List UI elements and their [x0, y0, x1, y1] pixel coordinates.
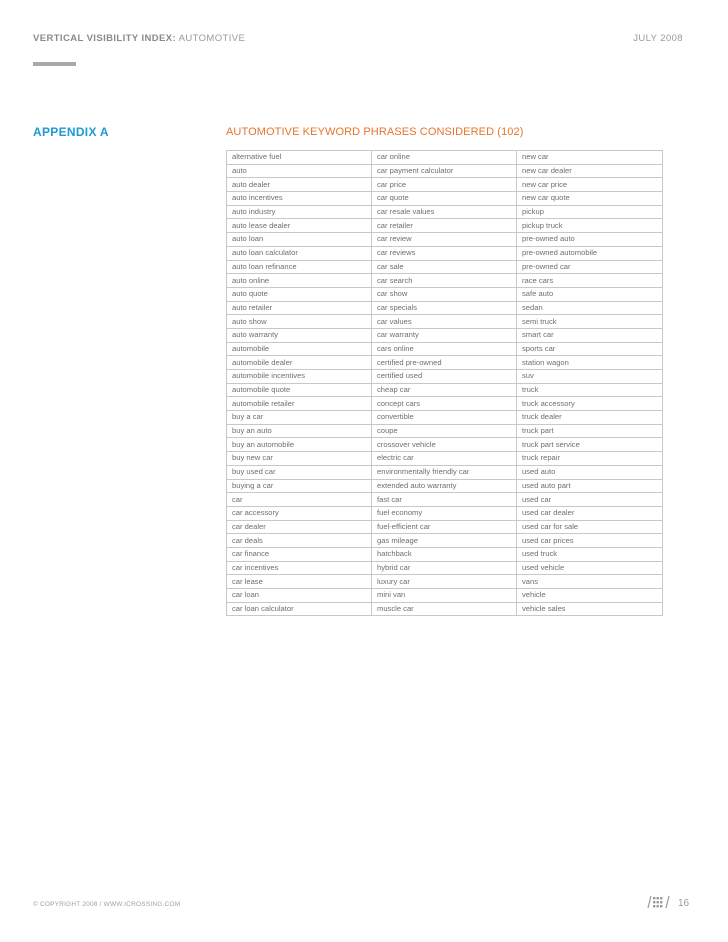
- keyword-cell: car loan: [227, 589, 372, 603]
- keyword-cell: car: [227, 493, 372, 507]
- keyword-cell: luxury car: [372, 575, 517, 589]
- keyword-cell: pickup truck: [517, 219, 663, 233]
- keyword-cell: sedan: [517, 301, 663, 315]
- keyword-cell: pre-owned auto: [517, 233, 663, 247]
- keyword-cell: certified pre-owned: [372, 356, 517, 370]
- table-title: AUTOMOTIVE KEYWORD PHRASES CONSIDERED (102): [226, 126, 524, 138]
- keyword-cell: car reviews: [372, 246, 517, 260]
- header-title-rest: AUTOMOTIVE: [176, 33, 246, 44]
- table-row: [227, 274, 663, 288]
- keyword-cell: truck part: [517, 424, 663, 438]
- keyword-cell: alternative fuel: [227, 151, 372, 165]
- keyword-cell: cheap car: [372, 383, 517, 397]
- keyword-cell: truck dealer: [517, 411, 663, 425]
- table-row: [227, 205, 663, 219]
- keyword-cell: vehicle: [517, 589, 663, 603]
- keyword-cell: buy an automobile: [227, 438, 372, 452]
- keyword-cell: crossover vehicle: [372, 438, 517, 452]
- appendix-label: APPENDIX A: [33, 125, 109, 139]
- keyword-cell: truck: [517, 383, 663, 397]
- keyword-cell: electric car: [372, 452, 517, 466]
- table-row: [227, 178, 663, 192]
- keyword-cell: truck part service: [517, 438, 663, 452]
- keyword-cell: environmentally friendly car: [372, 465, 517, 479]
- keyword-cell: car values: [372, 315, 517, 329]
- keyword-cell: new car price: [517, 178, 663, 192]
- table-row: [227, 602, 663, 616]
- keyword-cell: auto industry: [227, 205, 372, 219]
- keyword-cell: pre-owned automobile: [517, 246, 663, 260]
- keyword-cell: buy an auto: [227, 424, 372, 438]
- keyword-cell: car price: [372, 178, 517, 192]
- keyword-cell: extended auto warranty: [372, 479, 517, 493]
- keyword-cell: car incentives: [227, 561, 372, 575]
- keyword-cell: car specials: [372, 301, 517, 315]
- page-number: 16: [678, 898, 690, 909]
- keyword-cell: buying a car: [227, 479, 372, 493]
- header-divider-bar: [33, 62, 76, 66]
- keyword-cell: car online: [372, 151, 517, 165]
- table-row: [227, 260, 663, 274]
- keyword-cell: auto lease dealer: [227, 219, 372, 233]
- keyword-cell: convertible: [372, 411, 517, 425]
- keyword-cell: car retailer: [372, 219, 517, 233]
- table-row: [227, 506, 663, 520]
- table-row: [227, 370, 663, 384]
- keyword-cell: car quote: [372, 192, 517, 206]
- table-row: [227, 589, 663, 603]
- table-row: [227, 411, 663, 425]
- keyword-cell: car sale: [372, 260, 517, 274]
- table-row: [227, 301, 663, 315]
- keyword-cell: car resale values: [372, 205, 517, 219]
- footer-copyright: © COPYRIGHT 2008 / WWW.ICROSSING.COM: [33, 901, 181, 908]
- table-row: [227, 287, 663, 301]
- keyword-cell: car warranty: [372, 328, 517, 342]
- keyword-cell: auto online: [227, 274, 372, 288]
- keyword-cell: buy used car: [227, 465, 372, 479]
- table-row: [227, 342, 663, 356]
- keyword-cell: new car: [517, 151, 663, 165]
- keyword-cell: car show: [372, 287, 517, 301]
- table-row: [227, 164, 663, 178]
- keyword-cell: car payment calculator: [372, 164, 517, 178]
- keyword-cell: car review: [372, 233, 517, 247]
- keyword-cell: sports car: [517, 342, 663, 356]
- keyword-cell: mini van: [372, 589, 517, 603]
- keyword-cell: auto dealer: [227, 178, 372, 192]
- keyword-cell: hybrid car: [372, 561, 517, 575]
- keyword-cell: semi truck: [517, 315, 663, 329]
- table-row: [227, 452, 663, 466]
- table-row: [227, 219, 663, 233]
- keyword-cell: smart car: [517, 328, 663, 342]
- keyword-cell: buy a car: [227, 411, 372, 425]
- keyword-cell: auto warranty: [227, 328, 372, 342]
- keyword-cell: used truck: [517, 547, 663, 561]
- keyword-cell: used auto part: [517, 479, 663, 493]
- table-row: [227, 397, 663, 411]
- keyword-cell: automobile retailer: [227, 397, 372, 411]
- table-row: [227, 520, 663, 534]
- keyword-cell: race cars: [517, 274, 663, 288]
- table-row: [227, 575, 663, 589]
- running-header-title: [33, 33, 245, 44]
- keyword-cell: fuel economy: [372, 506, 517, 520]
- keyword-cell: gas mileage: [372, 534, 517, 548]
- table-row: [227, 424, 663, 438]
- keyword-cell: coupe: [372, 424, 517, 438]
- keyword-cell: muscle car: [372, 602, 517, 616]
- keyword-cell: suv: [517, 370, 663, 384]
- table-row: [227, 356, 663, 370]
- keyword-cell: used car for sale: [517, 520, 663, 534]
- keyword-cell: car dealer: [227, 520, 372, 534]
- header-date: JULY 2008: [633, 33, 683, 44]
- keyword-cell: used auto: [517, 465, 663, 479]
- keyword-cell: fast car: [372, 493, 517, 507]
- table-row: [227, 438, 663, 452]
- header-title-bold: VERTICAL VISIBILITY INDEX:: [33, 33, 177, 44]
- keyword-cell: cars online: [372, 342, 517, 356]
- keyword-cell: truck accessory: [517, 397, 663, 411]
- table-row: [227, 246, 663, 260]
- keyword-cell: used vehicle: [517, 561, 663, 575]
- table-row: [227, 233, 663, 247]
- keyword-cell: auto incentives: [227, 192, 372, 206]
- keyword-cell: buy new car: [227, 452, 372, 466]
- keyword-cell: automobile quote: [227, 383, 372, 397]
- table-row: [227, 465, 663, 479]
- keyword-cell: auto: [227, 164, 372, 178]
- keyword-cell: hatchback: [372, 547, 517, 561]
- keyword-cell: car loan calculator: [227, 602, 372, 616]
- keyword-cell: auto show: [227, 315, 372, 329]
- keyword-cell: used car: [517, 493, 663, 507]
- keyword-cell: station wagon: [517, 356, 663, 370]
- keyword-cell: automobile incentives: [227, 370, 372, 384]
- keyword-cell: car deals: [227, 534, 372, 548]
- keyword-cell: auto loan calculator: [227, 246, 372, 260]
- icrossing-logo-icon: [645, 895, 673, 909]
- table-row: [227, 547, 663, 561]
- table-row: [227, 192, 663, 206]
- keyword-cell: certified used: [372, 370, 517, 384]
- keyword-table: [226, 150, 663, 616]
- keyword-cell: safe auto: [517, 287, 663, 301]
- table-row: [227, 315, 663, 329]
- keyword-table-body: [227, 151, 663, 616]
- keyword-cell: auto loan: [227, 233, 372, 247]
- keyword-cell: concept cars: [372, 397, 517, 411]
- keyword-cell: vehicle sales: [517, 602, 663, 616]
- keyword-cell: new car quote: [517, 192, 663, 206]
- keyword-cell: vans: [517, 575, 663, 589]
- keyword-cell: automobile: [227, 342, 372, 356]
- keyword-cell: new car dealer: [517, 164, 663, 178]
- keyword-cell: car finance: [227, 547, 372, 561]
- table-row: [227, 534, 663, 548]
- table-row: [227, 493, 663, 507]
- keyword-cell: used car dealer: [517, 506, 663, 520]
- keyword-cell: used car prices: [517, 534, 663, 548]
- table-row: [227, 151, 663, 165]
- keyword-cell: pickup: [517, 205, 663, 219]
- keyword-cell: pre-owned car: [517, 260, 663, 274]
- keyword-cell: car lease: [227, 575, 372, 589]
- keyword-cell: fuel-efficient car: [372, 520, 517, 534]
- table-row: [227, 383, 663, 397]
- keyword-cell: auto loan refinance: [227, 260, 372, 274]
- table-row: [227, 328, 663, 342]
- keyword-cell: auto quote: [227, 287, 372, 301]
- keyword-cell: automobile dealer: [227, 356, 372, 370]
- keyword-cell: auto retailer: [227, 301, 372, 315]
- table-row: [227, 561, 663, 575]
- keyword-cell: truck repair: [517, 452, 663, 466]
- table-row: [227, 479, 663, 493]
- keyword-cell: car search: [372, 274, 517, 288]
- keyword-cell: car accessory: [227, 506, 372, 520]
